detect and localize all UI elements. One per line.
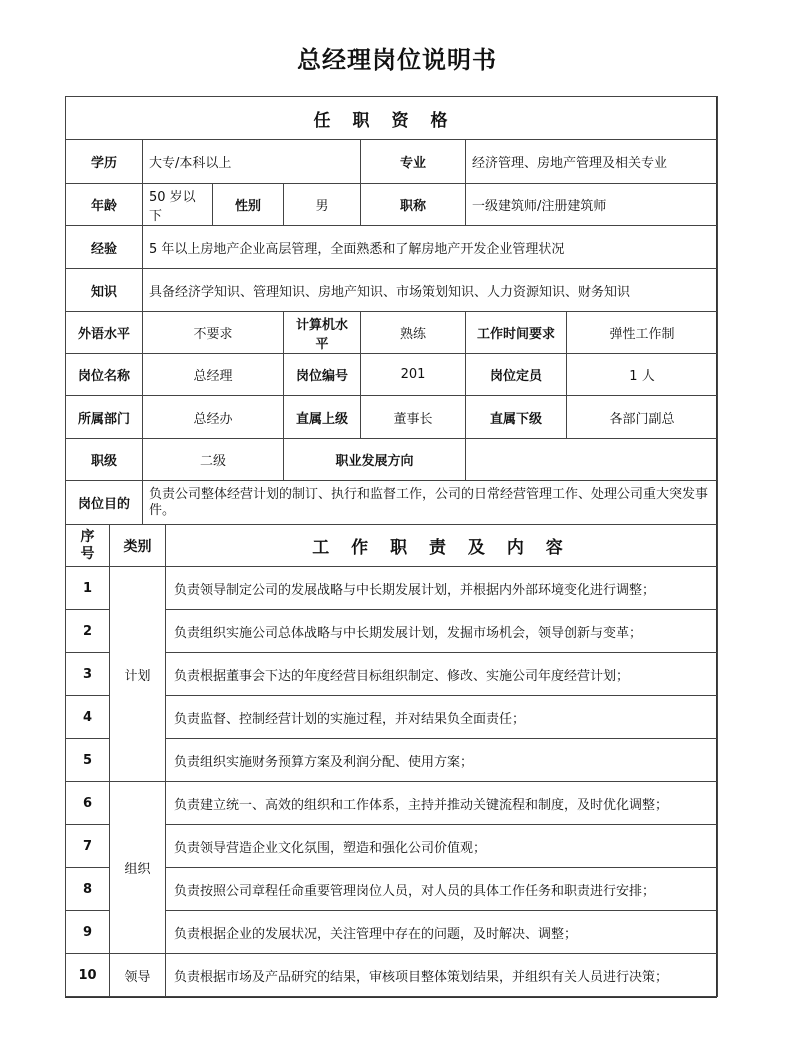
- hours-label: 工作时间要求: [466, 312, 567, 354]
- duty-text: 负责领导制定公司的发展战略与中长期发展计划，并根据内外部环境变化进行调整；: [166, 567, 718, 610]
- quota-label: 岗位定员: [466, 354, 567, 396]
- duty-text: 负责按照公司章程任命重要管理岗位人员，对人员的具体工作任务和职责进行安排；: [166, 868, 718, 911]
- duty-category-plan: 计划: [110, 567, 166, 782]
- job-description-sheet: [65, 96, 717, 998]
- duties-table: [65, 524, 718, 997]
- duty-text: 负责组织实施财务预算方案及利润分配、使用方案；: [166, 739, 718, 782]
- duty-number: 10: [66, 954, 110, 997]
- duty-number: 1: [66, 567, 110, 610]
- code-value: 201: [361, 354, 466, 396]
- duty-text: 负责组织实施公司总体战略与中长期发展计划，发掘市场机会，领导创新与变革；: [166, 610, 718, 653]
- hours-value: 弹性工作制: [567, 312, 718, 354]
- duty-number: 7: [66, 825, 110, 868]
- duty-number: 3: [66, 653, 110, 696]
- quota-value: 1 人: [567, 354, 718, 396]
- qualifications-table: [65, 96, 718, 525]
- knowledge-label: 知识: [66, 269, 143, 312]
- purpose-value: 负责公司整体经营计划的制订、执行和监督工作，公司的日常经营管理工作、处理公司重大突发事件。: [143, 481, 718, 525]
- age-label: 年龄: [66, 184, 143, 226]
- duty-number: 6: [66, 782, 110, 825]
- subordinate-label: 直属下级: [466, 396, 567, 439]
- education-value: 大专/本科以上: [143, 140, 361, 184]
- gender-label: 性别: [213, 184, 284, 226]
- duty-number: 8: [66, 868, 110, 911]
- position-label: 岗位名称: [66, 354, 143, 396]
- duty-text: 负责根据董事会下达的年度经营目标组织制定、修改、实施公司年度经营计划；: [166, 653, 718, 696]
- qualifications-header: 任职资格: [66, 97, 718, 140]
- superior-label: 直属上级: [284, 396, 361, 439]
- gender-value: 男: [284, 184, 361, 226]
- grade-value: 二级: [143, 439, 284, 481]
- duty-text: 负责监督、控制经营计划的实施过程，并对结果负全面责任；: [166, 696, 718, 739]
- duty-category-organize: 组织: [110, 782, 166, 954]
- duty-text: 负责根据企业的发展状况，关注管理中存在的问题，及时解决、调整；: [166, 911, 718, 954]
- education-label: 学历: [66, 140, 143, 184]
- knowledge-value: 具备经济学知识、管理知识、房地产知识、市场策划知识、人力资源知识、财务知识: [143, 269, 718, 312]
- col-content-header: 工 作 职 责 及 内 容: [166, 525, 718, 567]
- duty-number: 9: [66, 911, 110, 954]
- duty-number: 5: [66, 739, 110, 782]
- department-label: 所属部门: [66, 396, 143, 439]
- major-label: 专业: [361, 140, 466, 184]
- language-label: 外语水平: [66, 312, 143, 354]
- age-value: 50 岁以下: [143, 184, 213, 226]
- subordinate-value: 各部门副总: [567, 396, 718, 439]
- experience-value: 5 年以上房地产企业高层管理，全面熟悉和了解房地产开发企业管理状况: [143, 226, 718, 269]
- duty-text: 负责领导营造企业文化氛围，塑造和强化公司价值观；: [166, 825, 718, 868]
- duty-number: 2: [66, 610, 110, 653]
- title-value: 一级建筑师/注册建筑师: [466, 184, 718, 226]
- col-category-header: 类别: [110, 525, 166, 567]
- career-value: [466, 439, 718, 481]
- career-label: 职业发展方向: [284, 439, 466, 481]
- experience-label: 经验: [66, 226, 143, 269]
- duty-category-lead: 领导: [110, 954, 166, 997]
- position-value: 总经理: [143, 354, 284, 396]
- title-label: 职称: [361, 184, 466, 226]
- col-number-header: 序号: [66, 525, 110, 567]
- grade-label: 职级: [66, 439, 143, 481]
- department-value: 总经办: [143, 396, 284, 439]
- computer-value: 熟练: [361, 312, 466, 354]
- code-label: 岗位编号: [284, 354, 361, 396]
- superior-value: 董事长: [361, 396, 466, 439]
- computer-label: 计算机水平: [284, 312, 361, 354]
- page-title: 总经理岗位说明书: [297, 46, 497, 74]
- purpose-label: 岗位目的: [66, 481, 143, 525]
- duty-number: 4: [66, 696, 110, 739]
- major-value: 经济管理、房地产管理及相关专业: [466, 140, 718, 184]
- language-value: 不要求: [143, 312, 284, 354]
- duty-text: 负责建立统一、高效的组织和工作体系，主持并推动关键流程和制度，及时优化调整；: [166, 782, 718, 825]
- duty-text: 负责根据市场及产品研究的结果，审核项目整体策划结果，并组织有关人员进行决策；: [166, 954, 718, 997]
